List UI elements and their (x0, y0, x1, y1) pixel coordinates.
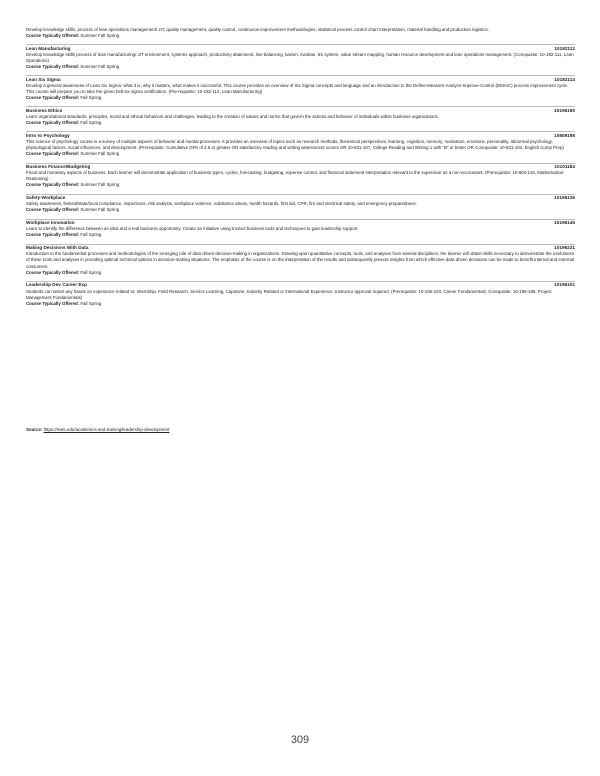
course-header (26, 195, 575, 202)
page-number: 309 (290, 734, 310, 746)
source-link[interactable]: https://nwtc.edu/academics-and-training/leadership-development (43, 427, 170, 432)
course-description: Develop a general awareness of Lean Six Sigma: what it is, why it matters, what makes it successful. This course provides an overview of Six Sigma concepts and language and an introduction to the Define-Measure-Analyze-Improve-Control (DMAIC) process improvement cycle. This course will prepare you to take the green belt six sigma certification. (Pre-requisite: 10-182-112, Lean Manufacturing) (26, 83, 569, 95)
course-list (26, 27, 575, 307)
offered-terms: Summer Fall Spring (80, 151, 120, 157)
offered-label: Course Typically Offered: (26, 182, 80, 188)
course-code: 10196190 (554, 107, 575, 113)
course-code: 10182112 (554, 45, 575, 51)
course-description: Develop knowledge skills, process of lean operations management/ JIT, quality management, quality control, continuous improvement methodologies, statistical process control chart interpretation, material handling and production logistics. (26, 27, 489, 32)
course-entry (26, 194, 575, 214)
offered-label: Course Typically Offered: (26, 207, 80, 213)
course-description: Safety awareness, federal/state/local compliance, inspections, risk analysis, workplace violence, substance abuse, health hazards, first aid, CPR, fire and electrical safety, and emergency preparedness. (26, 201, 417, 207)
course-title: Making Decisions With Data (26, 245, 89, 251)
offered-terms: Fall Spring (80, 120, 102, 126)
offered-label: Course Typically Offered: (26, 64, 80, 70)
course-entry-continued (26, 27, 575, 39)
course-code: 10196101 (554, 282, 575, 288)
course-title: Business Ethics (26, 107, 63, 113)
offered-label: Course Typically Offered: (26, 151, 80, 157)
course-description: Students can select any hands on experience related to: Internship, Field Research, Service Learning, Capstone, Industry Related or International Experience. Instructor approval required. (Prerequisite: 10-105-103, Career Fundamentals; Corequisite: 10-196-188, Project Management Fundamentals) (26, 288, 552, 300)
course-description: Introduction to the fundamental processes and methodologies of the emerging role of data driven decision-making in organizations. Drawing upon quantitative concepts, tools, and analyses from several disciplines, the learner will obtain skills necessary to demonstrate the usefulness of these tools and analyses in providing optimal technical options in decision-making situations. The emphasis of the course is on the interpretation of the results and subsequently present insights from which effective data driven decisions can be made to benefit internal and external consumers. (26, 251, 575, 269)
source-citation (26, 427, 169, 433)
offered-label: Course Typically Offered: (26, 269, 80, 275)
course-entry (26, 106, 575, 126)
course-header (26, 132, 575, 139)
offered-terms: Fall Spring (80, 269, 102, 275)
course-code: 10196136 (554, 195, 575, 201)
offered-label: Course Typically Offered: (26, 120, 80, 126)
course-description: Develop knowledge skills process of lean manufacturing/ JIT environment, systems approach, productivity attainment, line balancing, kaizen, Kanban, 5S system, value stream mapping, human resource development and lean operations management. (Corequisite: 10-182-111, Lean Operations) (26, 52, 574, 64)
offered-terms: Fall Spring (80, 300, 102, 306)
course-entry (26, 244, 575, 276)
course-title: Lean Manufacturing (26, 45, 71, 51)
course-entry (26, 75, 575, 101)
offered-terms: Summer Fall Spring (80, 182, 120, 188)
course-code: 10809198 (554, 132, 575, 138)
course-description: Learn organizational standards, principles, moral and ethical behaviors and challenges, leading to the creation of values and norms that govern the actions and behavior of individuals within business organizations. (26, 114, 439, 120)
course-title: Safety-Workplace (26, 195, 66, 201)
course-title: Intro to Psychology (26, 132, 70, 138)
offered-label: Course Typically Offered: (26, 300, 80, 306)
offered-terms: Fall Spring (80, 95, 102, 101)
course-entry (26, 219, 575, 239)
source-label: Source: (26, 427, 43, 432)
course-description: Learn to identify the difference between an idea and a real business opportunity. Create an initiative using trusted business tools and techniques to gain leadership support. (26, 226, 359, 232)
course-code: 10196145 (554, 220, 575, 226)
course-title: Lean Six Sigma (26, 76, 61, 82)
course-entry (26, 131, 575, 157)
course-header (26, 107, 575, 114)
course-title: Business Finance/Budgeting (26, 164, 91, 170)
course-entry (26, 44, 575, 70)
course-code: 10101184 (554, 164, 575, 170)
offered-terms: Summer Fall Spring (80, 64, 120, 70)
offered-label: Course Typically Offered: (26, 232, 80, 238)
course-title: Workplace Innovation (26, 220, 75, 226)
course-description: This science of psychology course is a survey of multiple aspects of behavior and mental processes. It provides an overview of topics such as research methods, theoretical perspectives, learning, cognition, memory, motivation, emotions, personality, abnormal psychology, physiological factors, social influences, and development. (Prerequisite: Cumulative GPA of 2.6 or greater OR satisfactory reading and writing assessment scores OR 10-831-107, College Reading and Writing 1 with "B" or better OR Corequisite: 10-831-102, English Comp Prep) (26, 139, 564, 151)
course-header (26, 245, 575, 252)
course-description: Fiscal and monetary aspects of business. Each learner will demonstrate application of business types, cycles, forecasting, budgeting, expense control, and financial statement interpretation relevant to the supervisor as a non-accountant. (Prerequisite: 10-804-134, Mathematical Reasoning) (26, 170, 564, 182)
course-header (26, 164, 575, 171)
course-offered (26, 301, 575, 307)
course-code: 10196221 (554, 245, 575, 251)
offered-label: Course Typically Offered: (26, 33, 80, 39)
offered-terms: Summer Fall Spring (80, 207, 120, 213)
course-header (26, 45, 575, 52)
offered-terms: Fall Spring (80, 232, 102, 238)
course-header (26, 220, 575, 227)
course-entry (26, 163, 575, 189)
course-header (26, 76, 575, 83)
course-header (26, 282, 575, 289)
course-title: Leadership Dev Career Exp (26, 282, 87, 288)
courses (26, 39, 575, 307)
offered-terms: Summer Fall Spring (80, 33, 120, 39)
course-entry (26, 281, 575, 307)
offered-label: Course Typically Offered: (26, 95, 80, 101)
course-code: 10182114 (554, 76, 575, 82)
